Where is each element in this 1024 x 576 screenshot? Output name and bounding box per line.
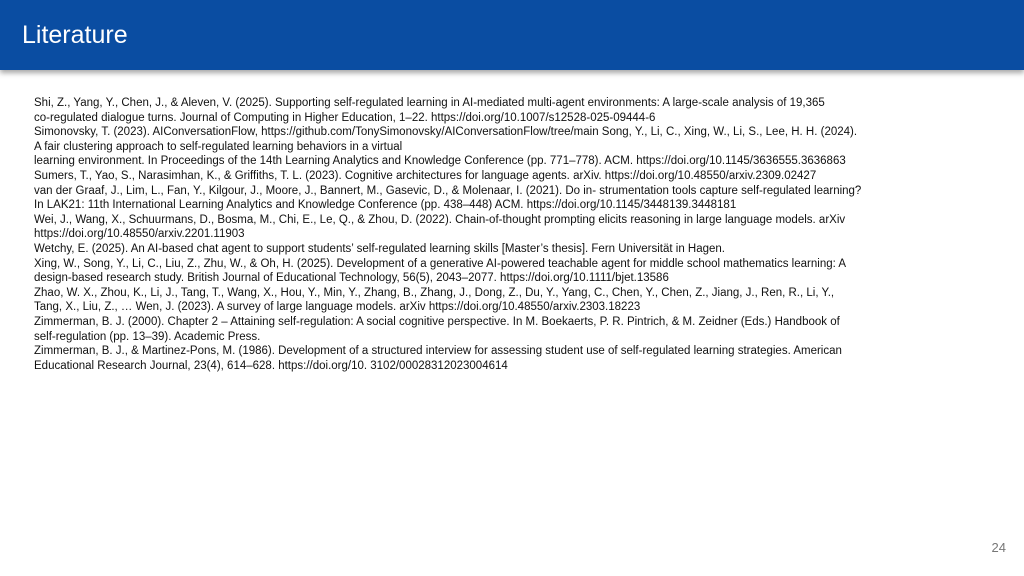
reference-line: Educational Research Journal, 23(4), 614–628. https://doi.org/10. 3102/00028312023004614 [34,359,508,372]
reference-line: Zimmerman, B. J. (2000). Chapter 2 – Attaining self-regulation: A social cognitive perspective. In M. Boekaerts, P. R. Pintrich, & M. Zeidner (Eds.) Handbook of [34,315,840,328]
reference-line: design‐based research study. British Journal of Educational Technology, 56(5), 2043–2077. https://doi.org/10.1111/bjet.13586 [34,272,669,285]
reference-line: Shi, Z., Yang, Y., Chen, J., & Aleven, V. (2025). Supporting self-regulated learning in AI-mediated multi-agent environments: A large-scale analysis of 19,365 [34,97,825,109]
reference-line: https://doi.org/10.48550/arxiv.2201.11903 [34,228,245,241]
reference-line: Tang, X., Liu, Z., … Wen, J. (2023). A survey of large language models. arXiv https://doi.org/10.48550/arxiv.2303.18223 [34,301,641,314]
reference-line: Xing, W., Song, Y., Li, C., Liu, Z., Zhu, W., & Oh, H. (2025). Development of a generative AI‐powered teachable agent for middle school mathematics learning: A [34,257,847,270]
reference-line: Wetchy, E. (2025). An AI-based chat agent to support students’ self-regulated learning skills [Master’s thesis]. Fern Universität in Hagen. [34,242,725,255]
reference-line: In LAK21: 11th International Learning Analytics and Knowledge Conference (pp. 438–448) ACM. https://doi.org/10.1145/3448139.3448181 [34,199,737,212]
reference-line: Zhao, W. X., Zhou, K., Li, J., Tang, T., Wang, X., Hou, Y., Min, Y., Zhang, B., Zhang, J., Dong, Z., Du, Y., Yang, C., Chen, Y., Chen, Z., Jiang, J., Ren, R., Li, Y., [34,286,835,299]
reference-line: learning environment. In Proceedings of the 14th Learning Analytics and Knowledge Conference (pp. 771–778). ACM. https://doi.org/10.1145/3636555.3636863 [34,155,846,168]
reference-line: A fair clustering approach to self-regulated learning behaviors in a virtual [34,140,403,153]
reference-line: self-regulation (pp. 13–39). Academic Press. [34,330,261,343]
reference-line: Simonovsky, T. (2023). AIConversationFlow, https://github.com/TonySimonovsky/AIConversationFlow/tree/main Song, Y., Li, C., Xing, W., Li, S., Lee, H. H. (2024). [34,126,858,139]
slide-title: Literature [22,21,128,49]
reference-line: Zimmerman, B. J., & Martinez-Pons, M. (1986). Development of a structured interview for assessing student use of self-regulated learning strategies. American [34,345,842,358]
reference-list [34,96,994,373]
reference-line: van der Graaf, J., Lim, L., Fan, Y., Kilgour, J., Moore, J., Bannert, M., Gasevic, D., & Molenaar, I. (2021). Do in- strumentation tools capture self-regulated learning? [34,184,862,197]
page-number: 24 [991,540,1006,555]
reference-line: co-regulated dialogue turns. Journal of Computing in Higher Education, 1–22. https://doi.org/10.1007/s12528-025-09444-6 [34,111,656,124]
reference-line: Sumers, T., Yao, S., Narasimhan, K., & Griffiths, T. L. (2023). Cognitive architectures for language agents. arXiv. https://doi.org/10.48550/arxiv.2309.02427 [34,169,817,182]
reference-line: Wei, J., Wang, X., Schuurmans, D., Bosma, M., Chi, E., Le, Q., & Zhou, D. (2022). Chain-of-thought prompting elicits reasoning in large language models. arXiv [34,213,846,226]
title-bar [0,0,1024,70]
